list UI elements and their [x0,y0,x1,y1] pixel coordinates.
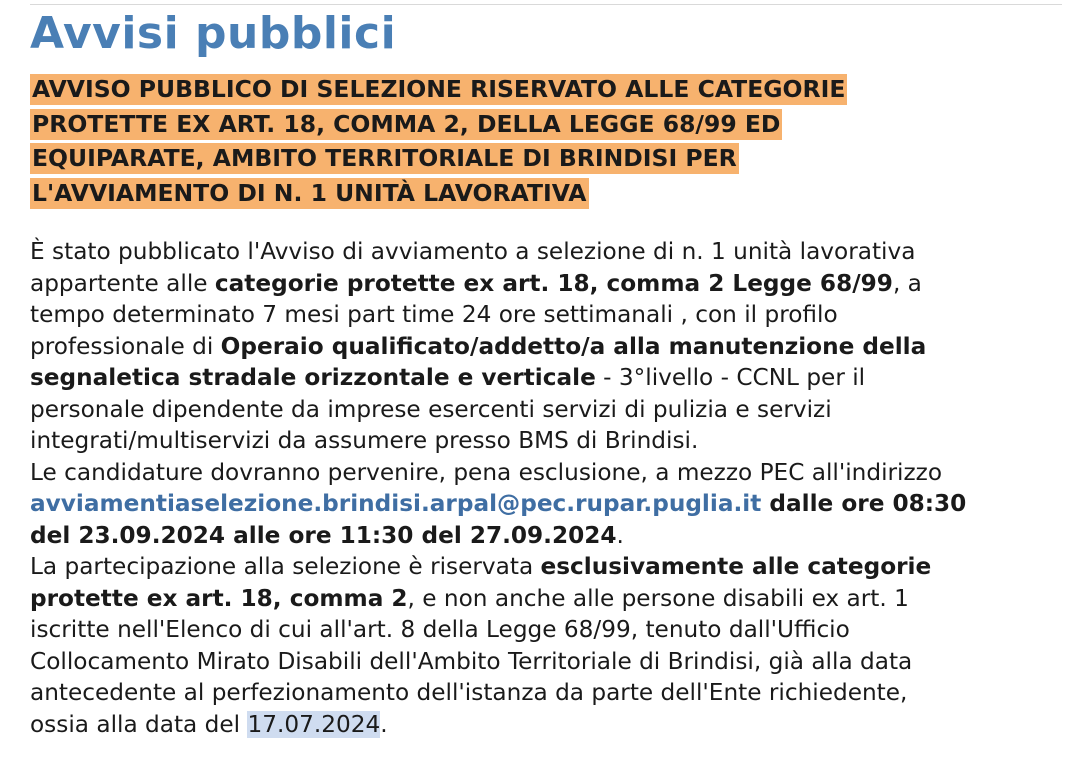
body-text: iscritte nell'Elenco di cui all'art. 8 della Legge 68/99, tenuto dall'Ufficio [30,616,850,643]
notice-title-line: EQUIPARATE, AMBITO TERRITORIALE DI BRINDISI PER [32,144,737,172]
body-line [30,394,1070,426]
body-text: , a [892,269,922,297]
body-line [30,583,1070,615]
body-line [30,457,1070,489]
body-text: Le candidature dovranno pervenire, pena esclusione, a mezzo PEC all'indirizzo [30,458,943,486]
bold-text: Operaio qualificato/addetto/a alla manutenzione della [220,332,927,360]
body-text: integrati/multiservizi da assumere presso BMS di Brindisi. [30,427,699,454]
bold-text: categorie protette ex art. 18, comma 2 Legge 68/99 [214,269,893,297]
body-line [30,488,1070,520]
notice-title-line: PROTETTE EX ART. 18, COMMA 2, DELLA LEGGE 68/99 ED [32,109,781,138]
bold-text: dalle ore 08:30 [761,490,967,517]
body-line [30,236,1070,268]
body-line [30,268,1070,300]
body-line [30,299,1070,331]
body-text: antecedente al perfezionamento dell'istanza da parte dell'Ente richiedente, [30,679,908,706]
body-line [30,551,1070,583]
body-line [30,677,1070,709]
pec-email-link[interactable]: avviamentiaselezione.brindisi.arpal@pec.rupar.puglia.it [30,490,762,517]
notice-title-line: L'AVVIAMENTO DI N. 1 UNITÀ LAVORATIVA [32,178,587,207]
body-line [30,362,1070,394]
body-line [30,331,1070,363]
body-text: La partecipazione alla selezione è riservata [30,553,541,580]
body-text: professionale di [30,332,221,360]
selected-date[interactable]: 17.07.2024 [247,710,381,738]
body-text: - 3°livello - CCNL per il [595,364,866,391]
body-line [30,646,1070,678]
body-text: , e non anche alle persone disabili ex art. 1 [407,584,909,612]
body-text: personale dipendente da imprese esercenti servizi di pulizia e servizi [30,395,832,423]
bold-text: del 23.09.2024 alle ore 11:30 del 27.09.2024 [30,521,617,549]
body-text: Collocamento Mirato Disabili dell'Ambito Territoriale di Brindisi, già alla data [30,647,913,675]
body-text: appartente alle [30,269,215,297]
notice-body [30,236,1070,740]
body-line [30,425,1070,457]
bold-text: segnaletica stradale orizzontale e verticale [30,364,596,391]
notice-title-line: AVVISO PUBBLICO DI SELEZIONE RISERVATO ALLE CATEGORIE [32,75,846,103]
body-text: ossia alla data del [30,710,248,738]
body-line [30,520,1070,552]
page-title: Avvisi pubblici [30,8,397,59]
body-line [30,709,1070,741]
top-divider [30,4,1062,5]
body-line [30,614,1070,646]
body-text: . [616,521,624,549]
bold-text: protette ex art. 18, comma 2 [30,584,408,612]
body-text: È stato pubblicato l'Avviso di avviamento a selezione di n. 1 unità lavorativa [30,238,916,265]
body-text: tempo determinato 7 mesi part time 24 ore settimanali , con il profilo [30,301,838,328]
bold-text: esclusivamente alle categorie [540,553,932,580]
body-text: . [380,710,388,738]
notice-title[interactable] [30,72,1030,210]
